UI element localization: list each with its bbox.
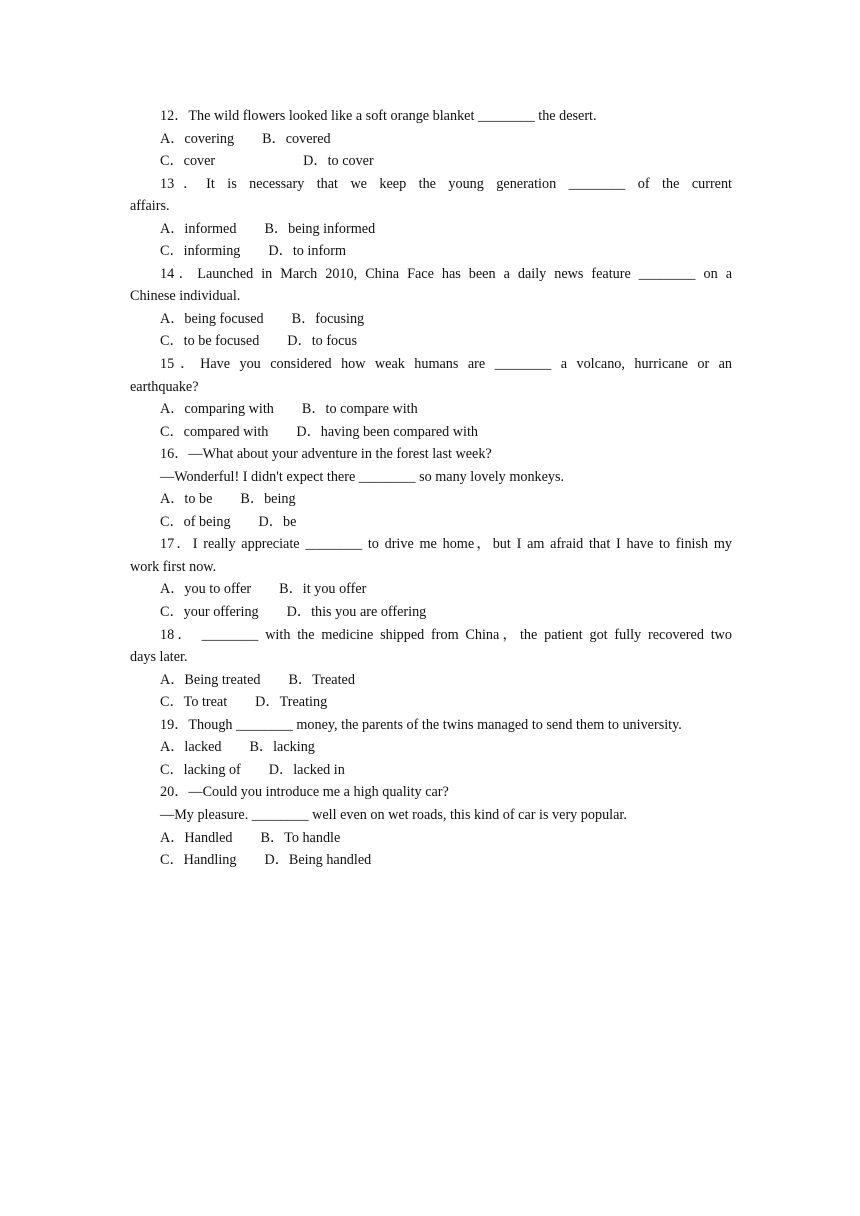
- question-stem-continued: affairs.: [130, 198, 170, 215]
- option-d: D．to focus: [287, 333, 358, 350]
- options-row: [130, 827, 732, 850]
- options-row: [130, 421, 732, 444]
- option-d: D．Treating: [255, 694, 328, 711]
- option-d: D．lacked in: [268, 761, 345, 778]
- option-c: C．Handling: [160, 852, 237, 869]
- question-13: [130, 173, 732, 263]
- question-stem: 20．—Could you introduce me a high quality car?: [160, 784, 449, 801]
- option-b: B．lacking: [249, 739, 315, 756]
- option-c: C．to be focused: [160, 333, 260, 350]
- option-d: D．be: [258, 513, 297, 530]
- question-stem: 13．It is necessary that we keep the young generation ________ of the current: [160, 175, 732, 192]
- options-row: [130, 398, 732, 421]
- question-stem: 14．Launched in March 2010, China Face has been a daily news feature ________ on a: [160, 265, 732, 282]
- option-a: A．comparing with: [160, 401, 274, 418]
- option-b: B．Treated: [288, 671, 355, 688]
- options-row: [130, 511, 732, 534]
- option-d: D．Being handled: [264, 852, 372, 869]
- options-row: [130, 128, 732, 151]
- option-a: A．lacked: [160, 739, 222, 756]
- option-b: B．focusing: [291, 310, 365, 327]
- question-stem-continued: days later.: [130, 649, 188, 666]
- options-row: [130, 240, 732, 263]
- options-row: [130, 759, 732, 782]
- options-row: [130, 601, 732, 624]
- options-row: [130, 488, 732, 511]
- options-row: [130, 736, 732, 759]
- option-b: B．To handle: [260, 829, 341, 846]
- options-row: [130, 150, 732, 173]
- options-row: [130, 218, 732, 241]
- option-d: D．having been compared with: [296, 423, 478, 440]
- question-12: [130, 105, 732, 173]
- option-c: C．compared with: [160, 423, 269, 440]
- option-c: C．your offering: [160, 604, 259, 621]
- question-19: [130, 714, 732, 782]
- option-b: B．being: [240, 491, 296, 508]
- option-d: D．to cover: [303, 153, 374, 170]
- question-stem-continued: work first now.: [130, 558, 217, 575]
- options-row: [130, 308, 732, 331]
- question-stem-continued: earthquake?: [130, 378, 199, 395]
- question-14: [130, 263, 732, 353]
- options-row: [130, 669, 732, 692]
- option-c: C．To treat: [160, 694, 228, 711]
- option-b: B．it you offer: [279, 581, 367, 598]
- question-stem: 18． ________ with the medicine shipped from China，the patient got fully recovered two: [160, 626, 732, 643]
- options-row: [130, 578, 732, 601]
- question-stem: 19．Though ________ money, the parents of the twins managed to send them to university.: [160, 716, 682, 733]
- question-list: [130, 105, 732, 872]
- option-b: B．being informed: [264, 220, 376, 237]
- dialogue-reply: —Wonderful! I didn't expect there ________ so many lovely monkeys.: [160, 468, 565, 485]
- option-a: A．Being treated: [160, 671, 261, 688]
- option-a: A．Handled: [160, 829, 233, 846]
- option-b: B．to compare with: [301, 401, 418, 418]
- options-row: [130, 330, 732, 353]
- dialogue-reply: —My pleasure. ________ well even on wet roads, this kind of car is very popular.: [160, 806, 627, 823]
- option-c: C．lacking of: [160, 761, 241, 778]
- option-a: A．you to offer: [160, 581, 252, 598]
- question-15: [130, 353, 732, 443]
- options-row: [130, 849, 732, 872]
- option-d: D．this you are offering: [286, 604, 427, 621]
- question-18: [130, 624, 732, 714]
- option-c: C．cover: [160, 153, 216, 170]
- option-d: D．to inform: [268, 243, 347, 260]
- options-row: [130, 691, 732, 714]
- option-a: A．to be: [160, 491, 213, 508]
- question-stem: 16．—What about your adventure in the forest last week?: [160, 446, 492, 463]
- question-stem-continued: Chinese individual.: [130, 288, 241, 305]
- question-16: [130, 443, 732, 533]
- option-b: B．covered: [262, 130, 331, 147]
- question-17: [130, 533, 732, 623]
- option-a: A．covering: [160, 130, 235, 147]
- option-a: A．informed: [160, 220, 237, 237]
- question-stem: 17．I really appreciate ________ to drive me home，but I am afraid that I have to finish my: [160, 536, 732, 553]
- option-a: A．being focused: [160, 310, 264, 327]
- question-stem: 12．The wild flowers looked like a soft orange blanket ________ the desert.: [160, 108, 597, 124]
- option-c: C．informing: [160, 243, 241, 260]
- question-stem: 15．Have you considered how weak humans are ________ a volcano, hurricane or an: [160, 356, 732, 373]
- question-20: [130, 781, 732, 871]
- option-c: C．of being: [160, 513, 231, 530]
